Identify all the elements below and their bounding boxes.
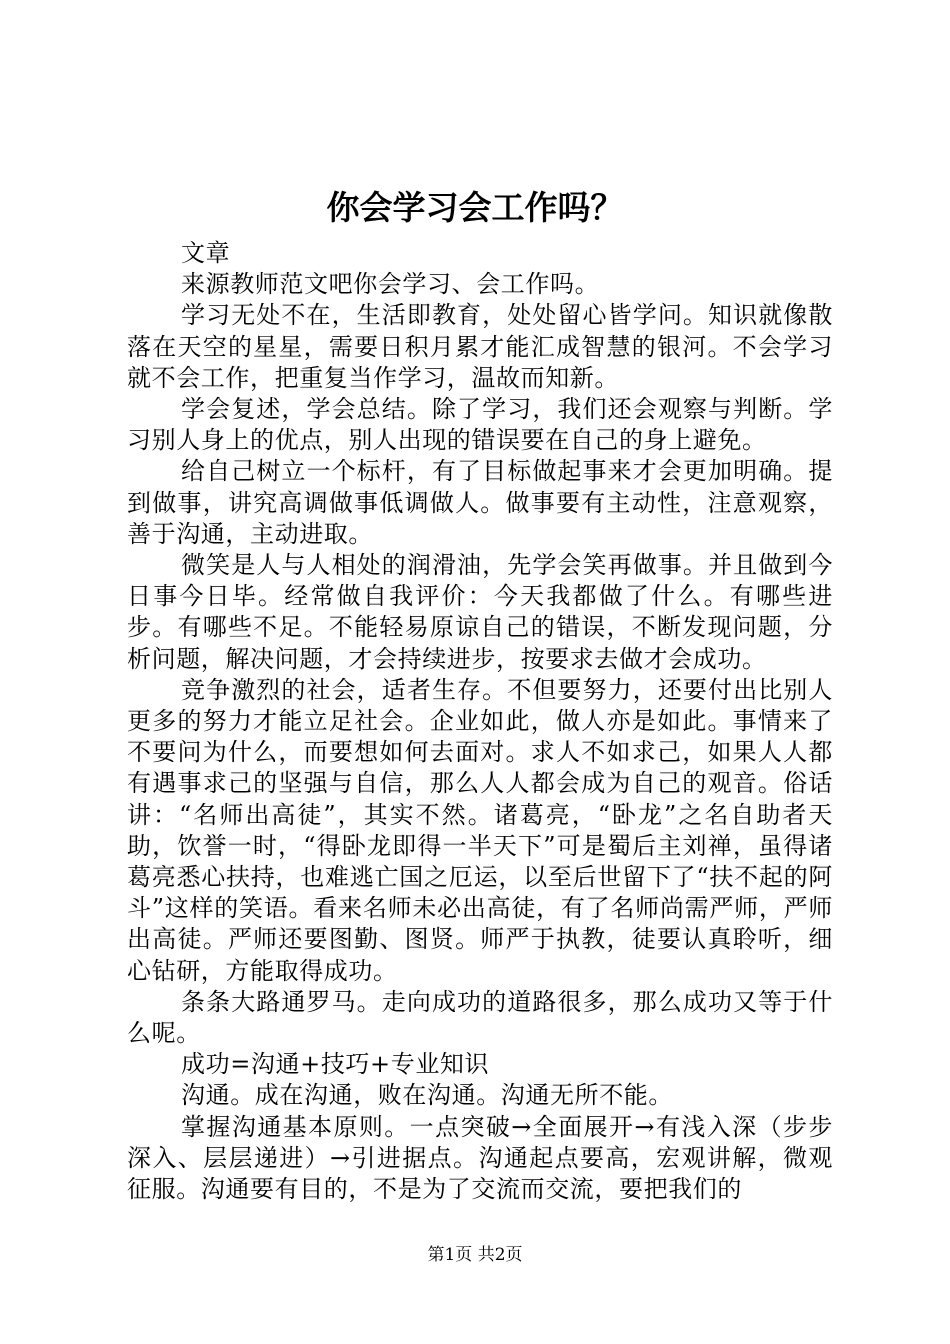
page-number-footer: 第1页 共2页 <box>427 1245 523 1265</box>
paragraph: 竞争激烈的社会，适者生存。不但要努力，还要付出比别人更多的努力才能立足社会。企业如此，做人亦是如此。事情来了不要问为什么，而要想如何去面对。求人不如求己，如果人人都有遇事求己的坚强与自信，那么人人都会成为自己的观音。俗话讲：“名师出高徒”，其实不然。诸葛亮，“卧龙”之名自助者天助，饮誉一时，“得卧龙即得一半天下”可是蜀后主刘禅，虽得诸葛亮悉心扶持，也难逃亡国之厄运，以至后世留下了“扶不起的阿斗”这样的笑语。看来名师未必出高徒，有了名师尚需严师，严师出高徒。严师还要图勤、图贤。师严于执教，徒要认真聆听，细心钻研，方能取得成功。 <box>127 675 833 985</box>
paragraph: 微笑是人与人相处的润滑油，先学会笑再做事。并且做到今日事今日毕。经常做自我评价：今天我都做了什么。有哪些进步。有哪些不足。不能轻易原谅自己的错误，不断发现问题，分析问题，解决问题，才会持续进步，按要求去做才会成功。 <box>127 551 833 673</box>
paragraph: 给自己树立一个标杆，有了目标做起事来才会更加明确。提到做事，讲究高调做事低调做人。做事要有主动性，注意观察，善于沟通，主动进取。 <box>127 457 833 548</box>
paragraph: 学习无处不在，生活即教育，处处留心皆学问。知识就像散落在天空的星星，需要日积月累才能汇成智慧的银河。不会学习就不会工作，把重复当作学习，温故而知新。 <box>127 301 833 392</box>
paragraph: 条条大路通罗马。走向成功的道路很多，那么成功又等于什么呢。 <box>127 987 833 1048</box>
paragraph: 成功=沟通+技巧+专业知识 <box>181 1050 490 1079</box>
paragraph: 学会复述，学会总结。除了学习，我们还会观察与判断。学习别人身上的优点，别人出现的错误要在自己的身上避免。 <box>127 395 833 455</box>
document-body <box>127 238 833 1205</box>
paragraph: 沟通。成在沟通，败在沟通。沟通无所不能。 <box>181 1081 673 1110</box>
paragraph: 来源教师范文吧你会学习、会工作吗。 <box>181 270 600 299</box>
document-title: 你会学习会工作吗？ <box>326 188 624 227</box>
paragraph: 文章 <box>181 239 231 267</box>
paragraph: 掌握沟通基本原则。一点突破→全面展开→有浅入深（步步深入、层层递进）→引进据点。沟通起点要高，宏观讲解，微观征服。沟通要有目的，不是为了交流而交流，要把我们的 <box>127 1112 833 1204</box>
